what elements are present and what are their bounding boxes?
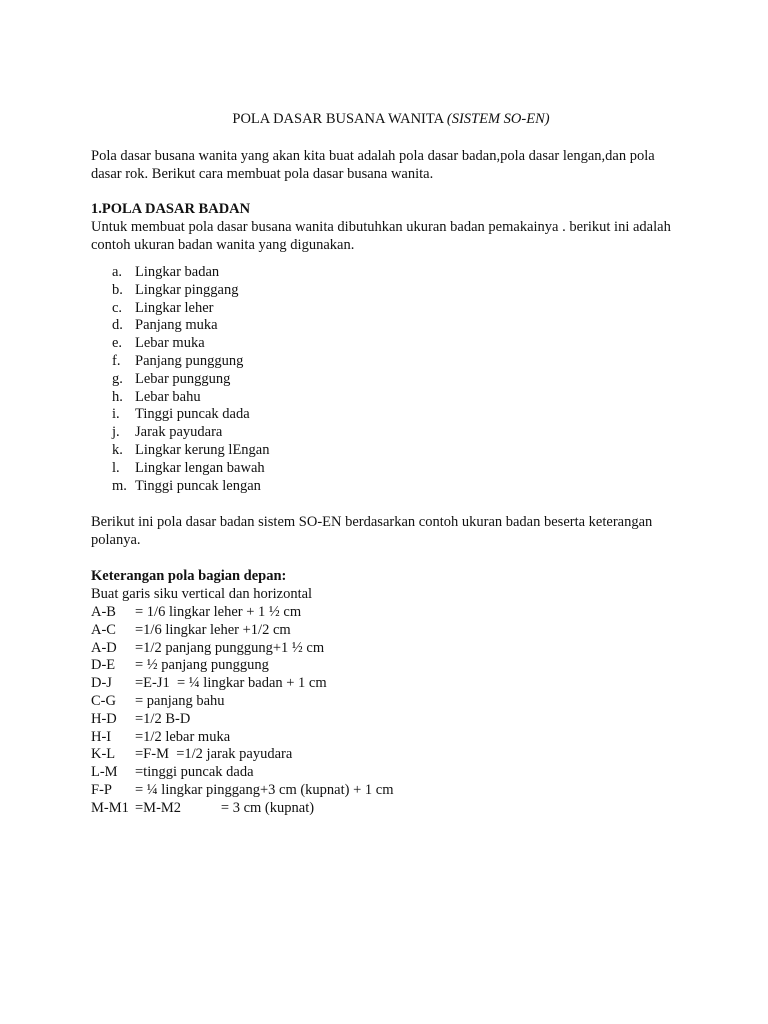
list-text: Panjang punggung [135,352,244,369]
row-text: =1/2 panjang punggung+1 ½ cm [135,639,325,656]
row-code: H-I [91,728,112,745]
list-marker: m. [112,477,127,494]
list-item [91,264,270,282]
row-code: M-M1 [91,799,129,816]
pattern-row [91,604,394,622]
row-code: K-L [91,746,116,763]
pattern-row [91,657,394,675]
pattern-row [91,711,394,729]
measurement-list [91,264,270,495]
pattern-row [91,782,394,800]
list-item [91,424,270,442]
list-item [91,335,270,353]
row-text: = 1/6 lingkar leher + 1 ½ cm [135,604,302,620]
section-paragraph: Untuk membuat pola dasar busana wanita dibutuhkan ukuran badan pemakainya . berikut ini adalah contoh ukuran badan wanita yang digunakan. [91,219,671,253]
row-text: =M-M2 = 3 cm (kupnat) [135,799,315,816]
list-item [91,371,270,389]
list-item [91,442,270,460]
pattern-row [91,764,394,782]
pattern-row [91,622,394,640]
pattern-row [91,675,394,693]
row-text: = panjang bahu [135,692,225,709]
title-italic: (SISTEM SO-EN) [446,111,550,127]
list-item [91,300,270,318]
list-item [91,478,270,496]
section-heading: 1.POLA DASAR BADAN [91,201,251,217]
row-code: D-E [91,657,116,674]
list-text: Jarak payudara [135,424,223,441]
list-text: Lingkar lengan bawah [135,459,265,476]
list-marker: a. [112,264,123,280]
list-marker: j. [112,424,120,441]
pattern-row [91,746,394,764]
list-text: Lebar muka [135,335,205,352]
list-text: Panjang muka [135,317,218,334]
list-item [91,460,270,478]
row-code: A-C [91,621,116,638]
list-text: Lingkar kerung lEngan [135,441,270,458]
row-code: A-D [91,639,117,656]
title-main: POLA DASAR BUSANA WANITA [232,111,447,127]
row-text: =1/6 lingkar leher +1/2 cm [135,621,291,638]
list-marker: h. [112,388,123,405]
pattern-row [91,640,394,658]
row-code: C-G [91,692,116,709]
front-intro: Buat garis siku vertical dan horizontal [91,586,313,602]
list-marker: g. [112,370,123,387]
list-marker: f. [112,352,121,369]
list-text: Lingkar leher [135,299,214,316]
list-marker: k. [112,441,123,458]
pattern-row [91,729,394,747]
list-text: Lingkar badan [135,264,220,280]
list-marker: b. [112,281,123,298]
row-text: =1/2 lebar muka [135,728,231,745]
row-code: D-J [91,675,112,692]
row-text: = ¼ lingkar pinggang+3 cm (kupnat) + 1 cm [135,781,394,798]
pattern-row [91,693,394,711]
list-text: Lingkar pinggang [135,281,239,298]
row-code: F-P [91,781,112,798]
row-code: H-D [91,710,117,727]
row-text: = ½ panjang punggung [135,657,269,674]
document-title [91,111,691,129]
list-marker: i. [112,406,120,423]
intro-paragraph: Pola dasar busana wanita yang akan kita buat adalah pola dasar badan,pola dasar lengan,dan pola dasar rok. Berikut cara membuat pola dasar busana wanita. [91,148,655,182]
list-marker: l. [112,459,120,476]
row-text: =1/2 B-D [135,710,191,727]
row-code: L-M [91,764,118,781]
list-item [91,389,270,407]
list-text: Lebar bahu [135,388,201,405]
list-item [91,406,270,424]
list-text: Lebar punggung [135,370,231,387]
list-item [91,282,270,300]
list-item [91,317,270,335]
list-marker: d. [112,317,123,334]
list-marker: e. [112,335,123,352]
front-heading: Keterangan pola bagian depan: [91,568,287,584]
front-rows [91,604,394,818]
row-code: A-B [91,604,116,620]
list-text: Tinggi puncak dada [135,406,250,423]
row-text: =F-M =1/2 jarak payudara [135,746,293,763]
row-text: =tinggi puncak dada [135,764,254,781]
pattern-paragraph: Berikut ini pola dasar badan sistem SO-EN berdasarkan contoh ukuran badan beserta keterangan polanya. [91,514,653,548]
list-marker: c. [112,299,123,316]
list-text: Tinggi puncak lengan [135,477,261,494]
list-item [91,353,270,371]
pattern-row [91,800,394,818]
row-text: =E-J1 = ¼ lingkar badan + 1 cm [135,675,327,692]
